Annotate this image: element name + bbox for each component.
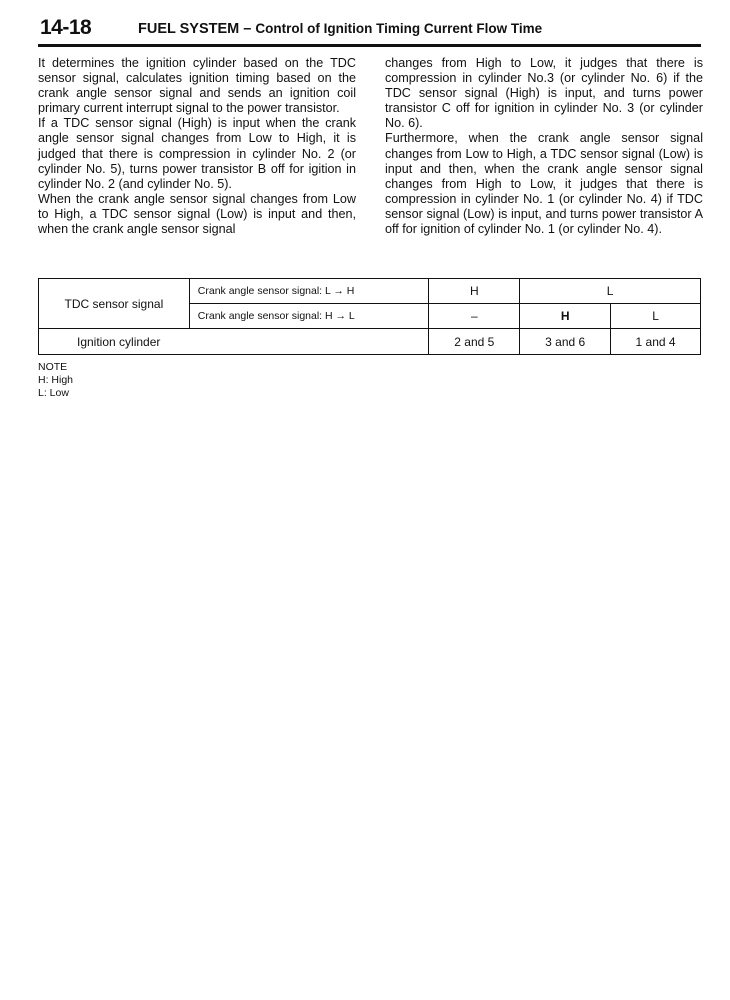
tdc-sensor-label: TDC sensor signal (39, 279, 190, 329)
table-cell: – (429, 304, 520, 329)
title-dash: – (239, 21, 256, 37)
paragraph: It determines the ignition cylinder based on the TDC sensor signal, calculates ignition timing based on the crank angle sensor signal and sends an ignition coil primary current interrupt signal to the power transistor. (38, 56, 356, 116)
page-header (38, 16, 701, 47)
note-title: NOTE (38, 361, 68, 373)
paragraph: When the crank angle sensor signal changes from Low to High, a TDC sensor signal (Low) is input and then, when the crank angle sensor signal (38, 191, 356, 237)
page-number: 14-18 (40, 16, 92, 39)
note-block (38, 361, 73, 400)
section-subtitle: Control of Ignition Timing Current Flow Time (255, 21, 543, 36)
table-cell: H (520, 304, 611, 329)
table-cell: L (611, 304, 701, 329)
paragraph: Furthermore, when the crank angle sensor signal changes from Low to High, a TDC sensor signal (Low) is input and then, when the crank angle sensor signal changes from High to Low, it judges that there is compression in cylinder No. 1 (or cylinder No. 4) if TDC sensor signal (Low) is input, and turns power transistor A off for ignition of cylinder No. 1 (or cylinder No. 4). (385, 131, 703, 237)
page-title (138, 21, 542, 37)
table-row (39, 329, 701, 355)
paragraph: If a TDC sensor signal (High) is input when the crank angle sensor signal changes from Low to High, it is judged that there is compression in cylinder No. 2 (or cylinder No. 5), turns power transistor B off for igition in cylinder No. 2 (and cylinder No. 5). (38, 116, 356, 191)
section-title: FUEL SYSTEM (138, 21, 240, 37)
right-column (385, 56, 703, 237)
ignition-cylinder-label: Ignition cylinder (39, 329, 429, 355)
table-cell: 3 and 6 (520, 329, 611, 355)
table-cell: H (429, 279, 520, 304)
left-column (38, 56, 356, 237)
table-cell: L (520, 279, 701, 304)
table-row (39, 279, 701, 304)
note-high: H: High (38, 374, 74, 386)
note-low: L: Low (38, 387, 69, 399)
crank-hl-label: Crank angle sensor signal: H → L (189, 304, 429, 329)
paragraph: changes from High to Low, it judges that there is compression in cylinder No.3 (or cylinder No. 6) if the TDC sensor signal (High) is input, and turns power transistor C off for ignition in cylinder No. 3 (or cylinder No. 6). (385, 56, 703, 131)
tdc-signal-table (38, 278, 701, 355)
crank-lh-label: Crank angle sensor signal: L → H (189, 279, 429, 304)
table-cell: 1 and 4 (611, 329, 701, 355)
table-cell: 2 and 5 (429, 329, 520, 355)
